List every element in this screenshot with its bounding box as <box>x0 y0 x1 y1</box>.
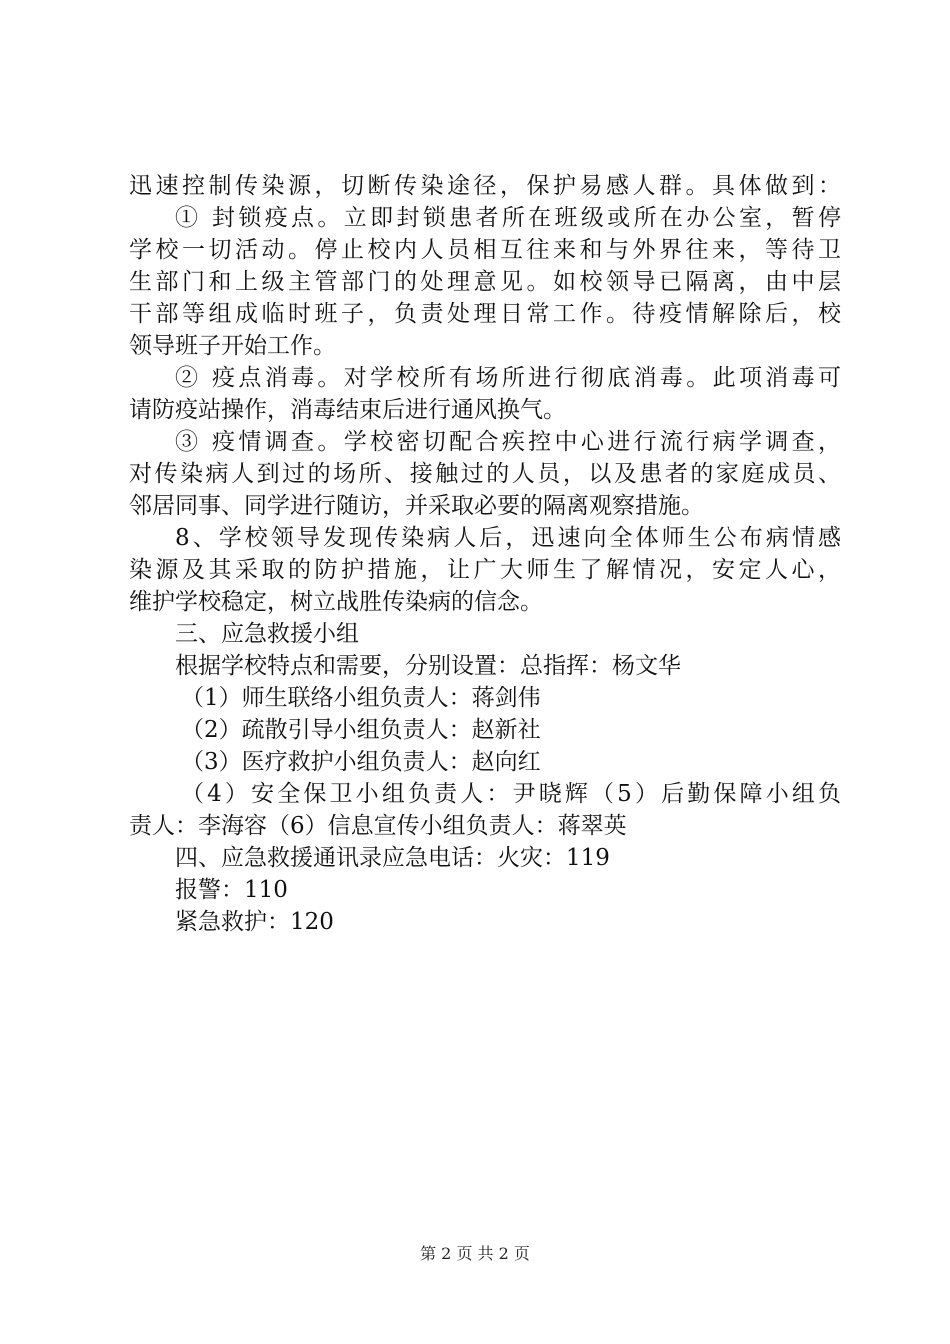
text-line: （2）疏散引导小组负责人：赵新社 <box>181 717 541 743</box>
text-line: 请防疫站操作，消毒结束后进行通风换气。 <box>129 397 566 423</box>
text-line: 对传染病人到过的场所、接触过的人员，以及患者的家庭成员、 <box>129 461 841 487</box>
page-number-footer: 第 2 页 共 2 页 <box>420 1244 530 1263</box>
section-heading: 三、应急救援小组 <box>175 621 359 647</box>
section-heading: 四、应急救援通讯录应急电话：火灾：119 <box>175 845 610 871</box>
text-line: （4）安全保卫小组负责人：尹晓辉（5）后勤保障小组负 <box>181 781 841 807</box>
text-line: ② 疫点消毒。对学校所有场所进行彻底消毒。此项消毒可 <box>175 365 841 391</box>
text-line: （3）医疗救护小组负责人：赵向红 <box>181 749 541 775</box>
text-line: 根据学校特点和需要，分别设置：总指挥：杨文华 <box>175 653 681 679</box>
document-body <box>129 170 841 938</box>
text-line: ③ 疫情调查。学校密切配合疾控中心进行流行病学调查， <box>175 429 841 455</box>
text-line: 报警：110 <box>175 877 288 903</box>
text-line: ① 封锁疫点。立即封锁患者所在班级或所在办公室，暂停 <box>175 205 841 231</box>
text-line: 紧急救护：120 <box>175 909 334 935</box>
text-line: 维护学校稳定，树立战胜传染病的信念。 <box>129 589 543 615</box>
text-line: 染源及其采取的防护措施，让广大师生了解情况，安定人心， <box>129 557 841 583</box>
text-line: 干部等组成临时班子，负责处理日常工作。待疫情解除后，校 <box>129 301 841 327</box>
text-line: 学校一切活动。停止校内人员相互往来和与外界往来，等待卫 <box>129 237 841 263</box>
text-line: 责人：李海容（6）信息宣传小组负责人：蒋翠英 <box>129 813 627 839</box>
text-line: 邻居同事、同学进行随访，并采取必要的隔离观察措施。 <box>129 493 704 519</box>
text-line: 迅速控制传染源，切断传染途径，保护易感人群。具体做到： <box>129 173 841 199</box>
text-line: （1）师生联络小组负责人：蒋剑伟 <box>181 685 541 711</box>
text-line: 生部门和上级主管部门的处理意见。如校领导已隔离，由中层 <box>129 269 841 295</box>
text-line: 8、学校领导发现传染病人后，迅速向全体师生公布病情感 <box>175 525 841 551</box>
text-line: 领导班子开始工作。 <box>129 333 336 359</box>
